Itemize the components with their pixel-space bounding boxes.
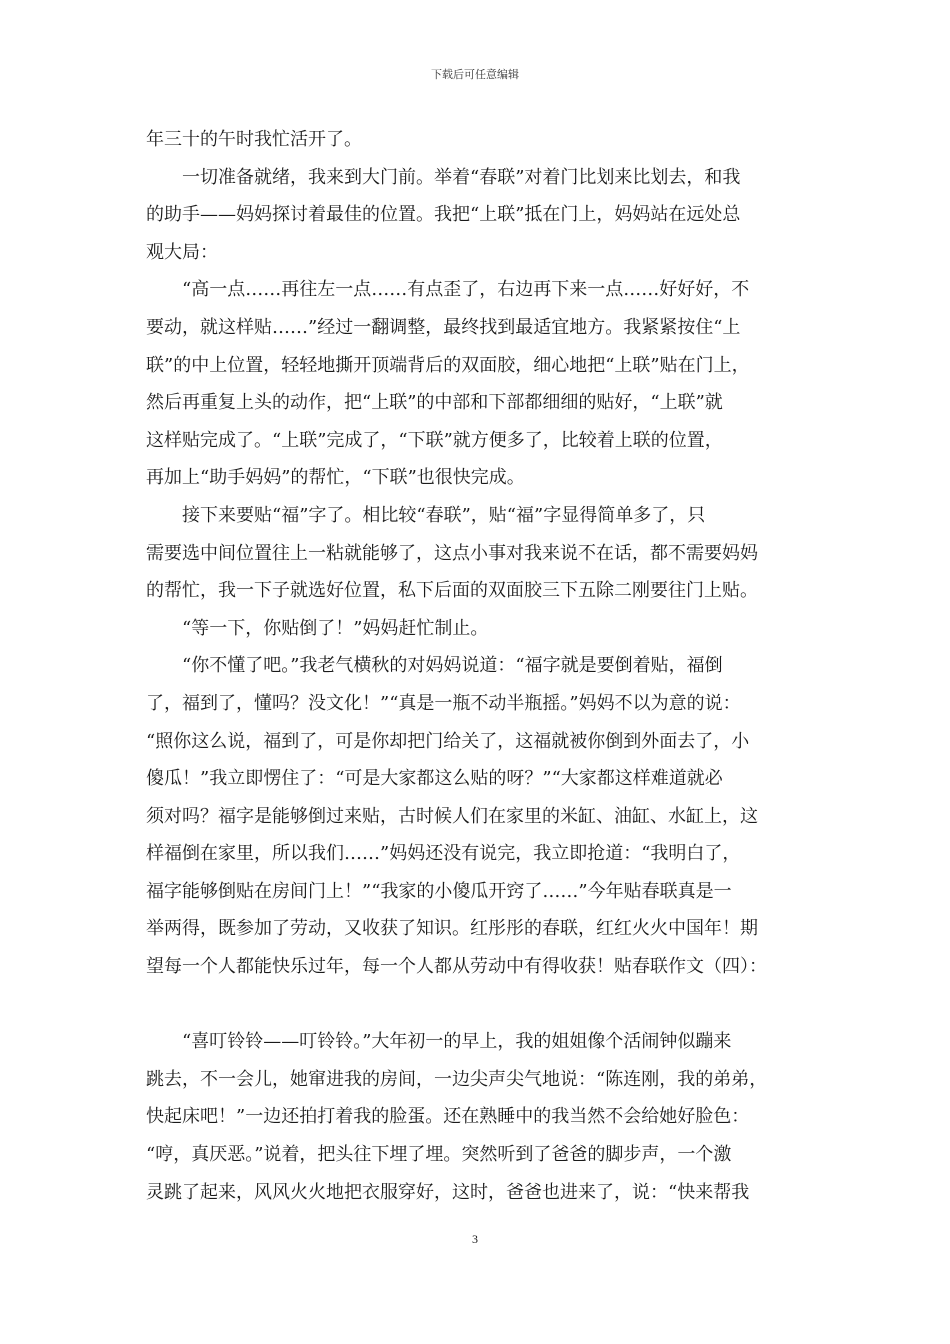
text-line: 年三十的午时我忙活开了。 (146, 129, 362, 150)
text-line: 了，福到了，懂吗？没文化！”“真是一瓶不动半瓶摇。”妈妈不以为意的说： (146, 692, 741, 714)
text-line: 跳去，不一会儿，她窜进我的房间，一边尖声尖气地说：“陈连刚，我的弟弟， (146, 1068, 768, 1090)
text-line: 再加上“助手妈妈”的帮忙，“下联”也很快完成。 (146, 467, 525, 489)
text-line: “等一下，你贴倒了！”妈妈赶忙制止。 (146, 617, 489, 639)
text-line: 须对吗？福字是能够倒过来贴，古时候人们在家里的米缸、油缸、水缸上，这 (146, 805, 758, 827)
text-line: 一切准备就绪，我来到大门前。举着“春联”对着门比划来比划去，和我 (146, 166, 741, 188)
text-line: 望每一个人都能快乐过年，每一个人都从劳动中有得收获！贴春联作文（四）： (146, 956, 767, 978)
text-line: 福字能够倒贴在房间门上！”“我家的小傻瓜开窍了……”今年贴春联真是一 (146, 880, 732, 902)
text-line: 灵跳了起来，风风火火地把衣服穿好，这时，爸爸也进来了，说：“快来帮我 (146, 1181, 750, 1203)
text-line: 联”的中上位置，轻轻地撕开顶端背后的双面胶，细心地把“上联”贴在门上， (146, 354, 750, 376)
text-line: 的帮忙，我一下子就选好位置，私下后面的双面胶三下五除二刚要往门上贴。 (146, 580, 758, 602)
page-header: 下载后可任意编辑 (431, 68, 519, 81)
text-line: 这样贴完成了。“上联”完成了，“下联”就方便多了，比较着上联的位置， (146, 429, 723, 451)
text-line: 快起床吧！”一边还拍打着我的脸蛋。还在熟睡中的我当然不会给她好脸色： (146, 1106, 750, 1128)
text-line: 举两得，既参加了劳动，又收获了知识。红彤彤的春联，红红火火中国年！期 (146, 918, 758, 940)
text-line: 样福倒在家里，所以我们……”妈妈还没有说完，我立即抢道：“我明白了， (146, 843, 741, 865)
text-line: “哼，真厌恶。”说着，把头往下埋了埋。突然听到了爸爸的脚步声，一个激 (146, 1144, 732, 1166)
text-line: 观大局： (146, 241, 218, 263)
blank-line (146, 986, 810, 1024)
page-number: 3 (472, 1232, 478, 1246)
text-line: 接下来要贴“福”字了。相比较“春联”，贴“福”字显得简单多了，只 (146, 504, 706, 526)
text-line: “照你这么说，福到了，可是你却把门给关了，这福就被你倒到外面去了，小 (146, 730, 750, 752)
text-line: “喜叮铃铃——叮铃铃。”大年初一的早上，我的姐姐像个活闹钟似蹦来 (146, 1031, 732, 1053)
text-line: 要动，就这样贴……”经过一翻调整，最终找到最适宜地方。我紧紧按住“上 (146, 316, 741, 338)
text-line: 需要选中间位置往上一粘就能够了，这点小事对我来说不在话，都不需要妈妈 (146, 542, 758, 564)
text-line: 的助手——妈妈探讨着最佳的位置。我把“上联”抵在门上，妈妈站在远处总 (146, 204, 741, 226)
text-line: “你不懂了吧。”我老气横秋的对妈妈说道：“福字就是要倒着贴，福倒 (146, 655, 723, 677)
document-body (146, 121, 810, 1211)
text-line: 然后再重复上头的动作，把“上联”的中部和下部都细细的贴好，“上联”就 (146, 392, 723, 414)
text-line: “高一点……再往左一点……有点歪了，右边再下来一点……好好好，不 (146, 279, 750, 301)
text-line: 傻瓜！”我立即愣住了：“可是大家都这么贴的呀？”“大家都这样难道就必 (146, 768, 723, 790)
